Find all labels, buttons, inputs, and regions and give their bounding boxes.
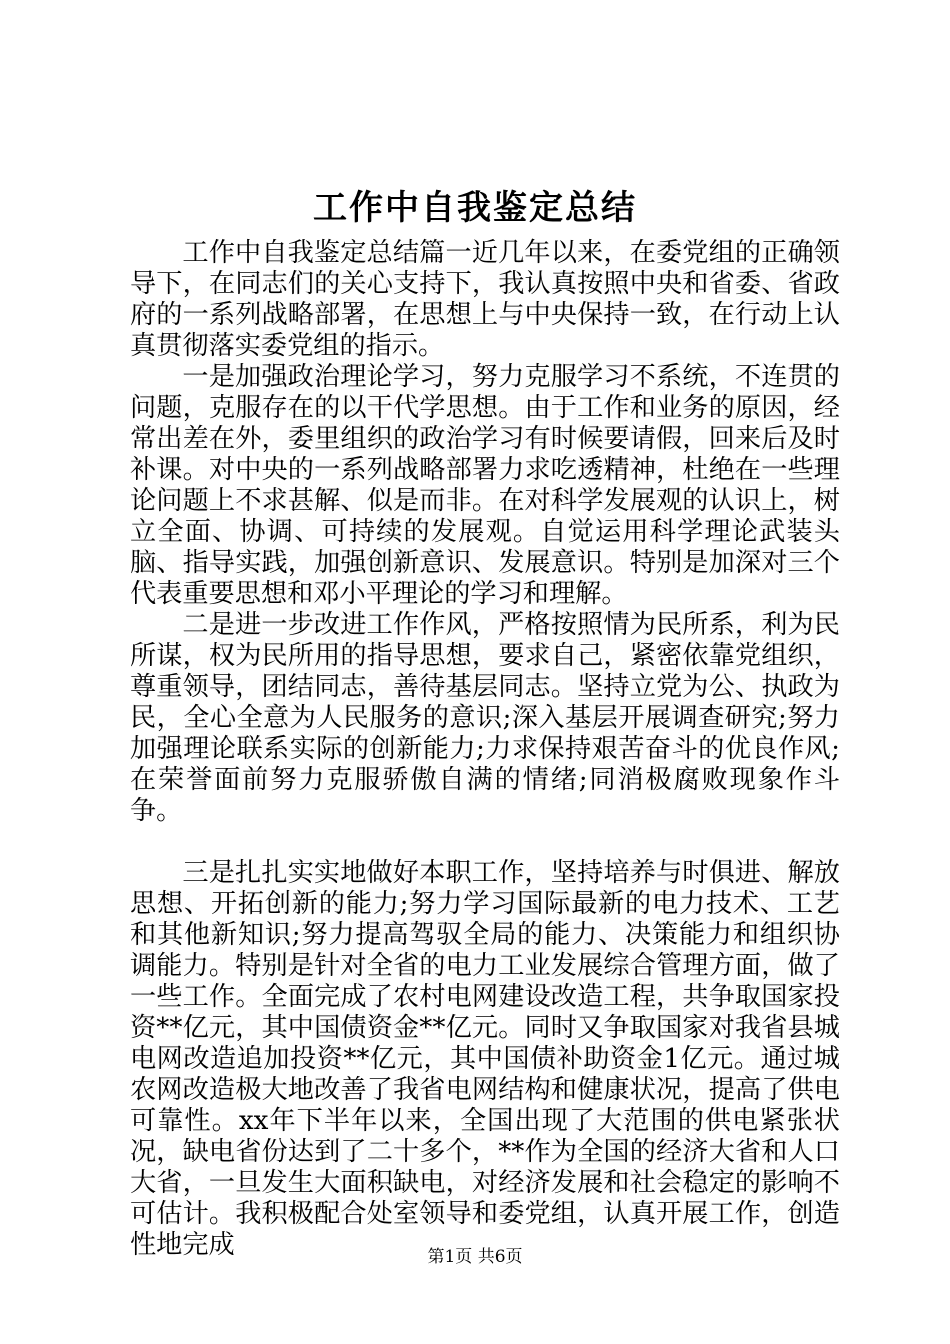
paragraph-point-two: 二是进一步改进工作作风，严格按照情为民所系，利为民所谋，权为民所用的指导思想，要求自己，紧密依靠党组织，尊重领导，团结同志，善待基层同志。坚持立党为公、执政为民，全心全意为人民服务的意识;深入基层开展调查研究;努力加强理论联系实际的创新能力;力求保持艰苦奋斗的优良作风;在荣誉面前努力克服骄傲自满的情绪;同消极腐败现象作斗争。	[130, 610, 840, 826]
paragraph-point-one: 一是加强政治理论学习，努力克服学习不系统，不连贯的问题，克服存在的以干代学思想。由于工作和业务的原因，经常出差在外，委里组织的政治学习有时候要请假，回来后及时补课。对中央的一系列战略部署力求吃透精神，杜绝在一些理论问题上不求甚解、似是而非。在对科学发展观的认识上，树立全面、协调、可持续的发展观。自觉运用科学理论武装头脑、指导实践，加强创新意识、发展意识。特别是加深对三个代表重要思想和邓小平理论的学习和理解。	[130, 362, 840, 609]
document-body	[130, 238, 840, 1261]
paragraph-intro: 工作中自我鉴定总结篇一近几年以来，在委党组的正确领导下，在同志们的关心支持下，我认真按照中央和省委、省政府的一系列战略部署，在思想上与中央保持一致，在行动上认真贯彻落实委党组的指示。	[130, 238, 840, 361]
paragraph-point-three: 三是扎扎实实地做好本职工作，坚持培养与时俱进、解放思想、开拓创新的能力;努力学习国际最新的电力技术、工艺和其他新知识;努力提高驾驭全局的能力、决策能力和组织协调能力。特别是针对全省的电力工业发展综合管理方面，做了一些工作。全面完成了农村电网建设改造工程，共争取国家投资**亿元，其中国债资金**亿元。同时又争取国家对我省县城电网改造追加投资**亿元，其中国债补助资金1亿元。通过城农网改造极大地改善了我省电网结构和健康状况，提高了供电可靠性。xx年下半年以来，全国出现了大范围的供电紧张状况，缺电省份达到了二十多个，**作为全国的经济大省和人口大省，一旦发生大面积缺电，对经济发展和社会稳定的影响不可估计。我积极配合处室领导和委党组，认真开展工作，创造性地完成	[130, 858, 840, 1260]
document-title: 工作中自我鉴定总结	[313, 188, 637, 228]
page-number-footer: 第1页 共6页	[427, 1247, 523, 1267]
paragraph-spacer	[130, 827, 840, 858]
